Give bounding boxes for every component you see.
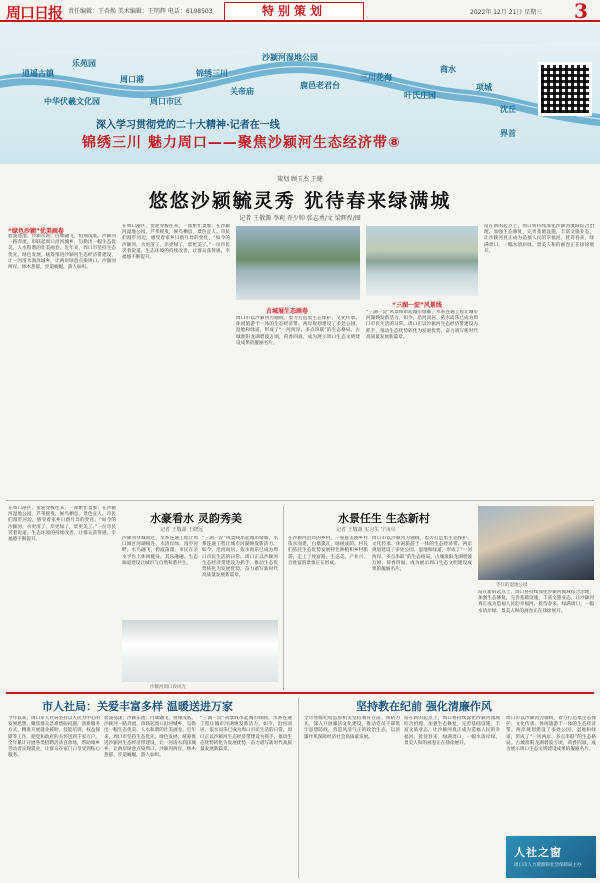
section-byline: 记者 王敬源 实习生 宁夜尽 [336, 527, 396, 533]
planner-line: 策划 顾玉杰 王健 [277, 176, 323, 183]
section-text: 周口市以沙颍河为轴线，着力打造集生态保护、文化传承、休闲旅游于一体的生态经济带。两岸规划建设了多处公园、湿地和绿道，形成了“一河两岸、多点串联”的生态格局。古城淮阳龙湖碧波万顷，荷香四溢，成为展示周口生态文明建设成果的靓丽名片。 [372, 536, 472, 573]
map-label: 周口市区 [150, 97, 182, 106]
bottom-left-headline: 市人社局：关爱丰富多样 温暖送进万家 [42, 700, 233, 713]
section-text: “三湖一淀”风景线串起城市绿肺，水系连通工程让城市河湖焕发新活力。如今，沿河而居、依水而乐已成为周口市民生活的日常。周口正以沙颍河生态经济带建设为抓手，推动生态优势转化为发展优势，奋力谱写新时代高质量发展新篇章。 [202, 536, 278, 579]
bottom-text: “三湖一淀”风景线串起城市绿肺，水系连通工程让城市河湖焕发新活力。如今，沿河而居、依水而乐已成为周口市民生活的日常。周口正以沙颍河生态经济带建设为抓手，推动生态优势转化为发展优势，奋力谱写新时代高质量发展新篇章。 [200, 716, 292, 753]
banner-map [0, 24, 600, 164]
qr-code-icon[interactable] [538, 62, 592, 116]
map-label: 沈丘 [500, 105, 516, 114]
divider [6, 692, 594, 694]
map-label: 界首 [500, 129, 516, 138]
section-text: 站在新的起点上，周口将持续深化沙颍河流域综合治理，加强生态修复，完善基础设施，丰富文旅业态，让沙颍河真正成为造福人民的幸福河。犹待春来，绿满周口，一幅水清岸绿、景美人和的画卷正在徐徐展开。 [478, 590, 594, 614]
article-authors: 记者 王敬源 李莉 乔少帅 张志勇/文 梁辉煌/图 [239, 215, 361, 222]
map-label: 叶氏庄园 [404, 91, 436, 100]
people-photo [478, 506, 594, 580]
column-badge [506, 836, 596, 878]
article-text: 在周口港区，货轮穿梭往来，一派繁忙景象；在沙颍河湿地公园，芦苇摇曳，候鸟栖息，景色宜人。市民们漫步河边，感受着家乡日新月异的变化。“如今的沙颍河，水更清了，岸更绿了，景更美了。”一位市民笑着说道。生态环境的持续改善，让群众获得感、幸福感不断提升。 [8, 506, 116, 543]
divider [6, 500, 594, 501]
article-text: “三湖一淀”风景线串起城市绿肺，水系连通工程让城市河湖焕发新活力。如今，沿河而居、依水而乐已成为周口市民生活的日常。周口正以沙颍河生态经济带建设为抓手，推动生态优势转化为发展优势，奋力谱写新时代高质量发展新篇章。 [366, 310, 478, 340]
map-label: 项城 [476, 83, 492, 92]
bottom-text: 今年以来，周口市人社局坚持以人民为中心的发展思想，聚焦群众急难愁盼问题，创新服务方式，精准开展就业援助、技能培训、权益保障等工作，把党和政府的关怀送到千家万户。全年累计开展各类招聘活动百余场，帮助城乡劳动者实现就业，让群众在家门口享受到贴心服务。 [8, 716, 100, 759]
page-number: 3 [574, 0, 588, 23]
section-byline: 记者 王敬源 王晓远 [160, 527, 204, 533]
map-label: 商水 [440, 65, 456, 74]
column-subhead: “三湖一淀”风景线 [392, 302, 442, 309]
bottom-text: 周口市以沙颍河为轴线，着力打造集生态保护、文化传承、休闲旅游于一体的生态经济带。两岸规划建设了多处公园、湿地和绿道，形成了“一河两岸、多点串联”的生态格局。古城淮阳龙湖碧波万顷，荷香四溢，成为展示周口生态文明建设成果的靓丽名片。 [506, 716, 596, 753]
article-text: 碧波荡漾，沙颍东流；白鹭翩飞，鱼翔浅底。沙颍河一路奔流，串联起周口沿河城乡，勾勒出一幅生态优美、人水和谐的壮美画卷。近年来，周口市坚持生态优先、绿色发展，统筹推进沙颍河生态经济带建设，让一河清水润泽城乡，让两岸绿意点染周口。沙颍河两岸，林木葱郁，步道蜿蜒，游人如织。 [8, 234, 116, 271]
bottom-text: 全市各级纪检监察机关坚持教育在前、预防为先，深入开展廉洁文化建设，推动党员干部筑牢思想防线，营造风清气正的政治生态，以清廉作风保障经济社会高质量发展。 [304, 716, 400, 740]
map-label: 鹿邑老君台 [300, 81, 340, 90]
map-label: 乐苑园 [72, 59, 96, 68]
section-headline: 水豪看水 灵韵秀美 [150, 512, 242, 525]
wetland-photo [366, 226, 478, 296]
map-label: 中华伏羲文化园 [44, 97, 100, 106]
column-badge-sub: 周口市人力资源和社会保障局主办 [514, 863, 582, 868]
section-headline: 水景任生 生态新村 [338, 512, 430, 525]
photo-caption: 沙颍河周口段风光 [150, 685, 186, 690]
map-label: 逍遥古镇 [22, 69, 54, 78]
snow-photo [122, 620, 278, 682]
article-headline: 悠悠沙颍毓灵秀 犹待春来绿满城 [148, 190, 452, 212]
section-label: 特别策划 [224, 2, 364, 20]
column-subhead: “绿色沙颍”优美画卷 [8, 228, 64, 235]
newspaper-logo: 周口日报 [6, 4, 63, 22]
map-label: 沙颍河湿地公园 [262, 53, 318, 62]
lake-photo [236, 226, 360, 300]
column-badge-title: 人社之窗 [514, 846, 562, 859]
article-text: 在周口港区，货轮穿梭往来，一派繁忙景象；在沙颍河湿地公园，芦苇摇曳，候鸟栖息，景色宜人。市民们漫步河边，感受着家乡日新月异的变化。“如今的沙颍河，水更清了，岸更绿了，景更美了。”一位市民笑着说道。生态环境的持续改善，让群众获得感、幸福感不断提升。 [122, 224, 230, 261]
section-text: 在沙颍河沿岸的乡村，一座座美丽乡村依水而建，白墙黛瓦，绿树成荫。村民们依托生态优势发展特色种植和乡村旅游，走上了致富路，生态美、产业兴、百姓富的景象正在形成。 [288, 536, 368, 566]
map-label: 锦绣三川 [196, 69, 228, 78]
map-label: 关帝庙 [230, 87, 254, 96]
section-text: 沙颍河穿城而过，水系连通工程让周口城区河湖相连、水清岸绿。漫步河畔，水鸟翩飞，碧波荡漾，市民在亲水平台上休闲健身，其乐融融。生态廊道建设让城市与自然和谐共生。 [122, 536, 198, 566]
bottom-text: 碧波荡漾，沙颍东流；白鹭翩飞，鱼翔浅底。沙颍河一路奔流，串联起周口沿河城乡，勾勒出一幅生态优美、人水和谐的壮美画卷。近年来，周口市坚持生态优先、绿色发展，统筹推进沙颍河生态经济带建设，让一河清水润泽城乡，让两岸绿意点染周口。沙颍河两岸，林木葱郁，步道蜿蜒，游人如织。 [104, 716, 196, 759]
article-text: 周口市以沙颍河为轴线，着力打造集生态保护、文化传承、休闲旅游于一体的生态经济带。两岸规划建设了多处公园、湿地和绿道，形成了“一河两岸、多点串联”的生态格局。古城淮阳龙湖碧波万顷，荷香四溢，成为展示周口生态文明建设成果的靓丽名片。 [236, 316, 360, 346]
photo-caption: 冬日的湿地公园 [496, 583, 528, 588]
masthead [0, 0, 600, 22]
divider [283, 506, 284, 690]
divider [298, 698, 299, 878]
bottom-right-headline: 坚持教在纪前 强化清廉作风 [356, 700, 492, 713]
bottom-text: 站在新的起点上，周口将持续深化沙颍河流域综合治理，加强生态修复，完善基础设施，丰富文旅业态，让沙颍河真正成为造福人民的幸福河。犹待春来，绿满周口，一幅水清岸绿、景美人和的画卷正在徐徐展开。 [404, 716, 500, 746]
column-subhead: 古城展生态画卷 [266, 308, 309, 315]
banner-subtitle: 深入学习贯彻党的二十大精神·记者在一线 [96, 120, 280, 131]
map-label: 周口港 [120, 75, 144, 84]
issue-date: 2022年 12月 21日 星期三 [470, 9, 543, 16]
banner-title: 锦绣三川 魅力周口——聚焦沙颍河生态经济带⑧ [82, 135, 401, 151]
map-label: 三川花海 [360, 73, 392, 82]
editor-info: 责任编辑：王杏焕 美术编辑：王明辉 电话：6198503 [68, 8, 213, 15]
article-text: 站在新的起点上，周口将持续深化沙颍河流域综合治理，加强生态修复，完善基础设施，丰富文旅业态，让沙颍河真正成为造福人民的幸福河。犹待春来，绿满周口，一幅水清岸绿、景美人和的画卷正在徐徐展开。 [484, 224, 594, 254]
